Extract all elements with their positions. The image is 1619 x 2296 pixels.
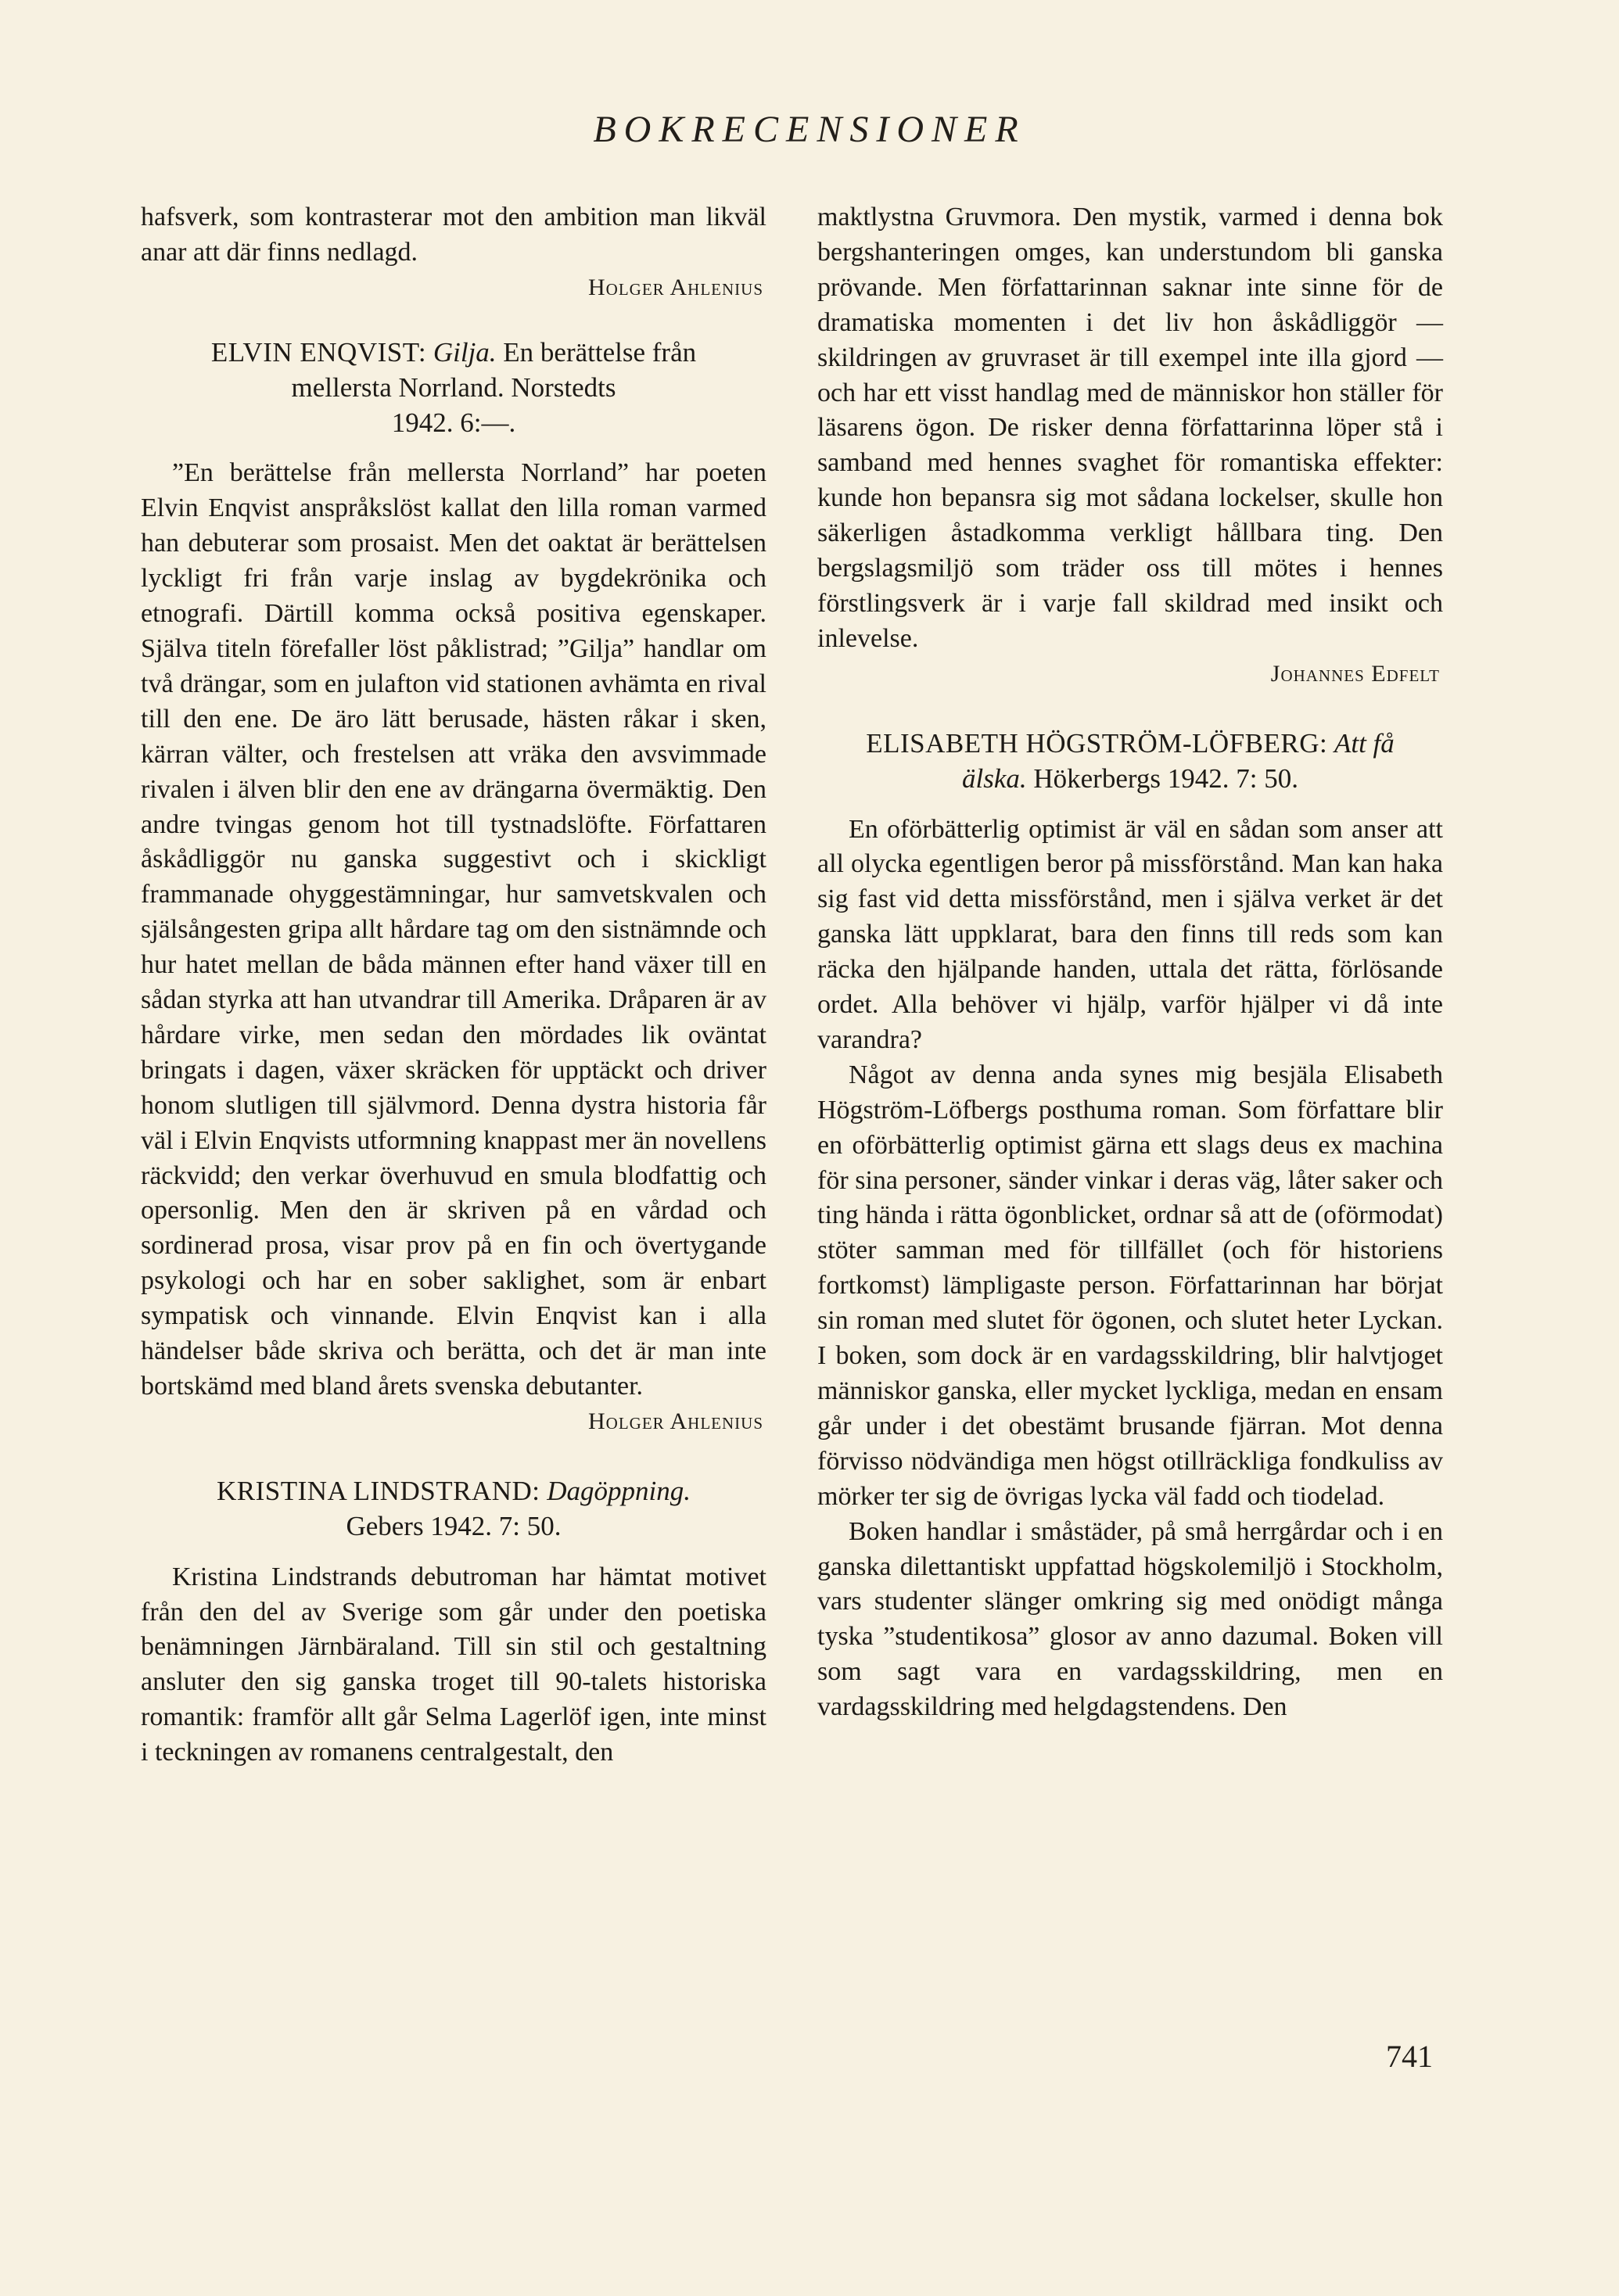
review-title: älska. [961, 762, 1027, 794]
review-heading-hogstrom [817, 726, 1443, 797]
review-signature: Johannes Edfelt [1270, 660, 1440, 687]
review-publication: mellersta Norrland. Norstedts [291, 371, 616, 403]
left-column [141, 200, 766, 1770]
continuation-signature: Holger Ahlenius [588, 274, 763, 300]
review-paragraph-3: Boken handlar i småstäder, på små herrgårdar och i en ganska dilettantiskt uppfattad högskolemiljö i Stockholm, vars studenter slänger omkring sig med onödigt många tyska ”studentikosa” glosor av anno dazumal. Boken vill som sagt vara en vardagsskildring, men en vardagsskildring med helgdagstendens. Den [817, 1516, 1443, 1722]
review-title: Dagöppning. [547, 1475, 691, 1506]
review-heading-lindstrand [141, 1474, 766, 1544]
review-body-lindstrand-continued: maktlystna Gruvmora. Den mystik, varmed i denna bok bergshanteringen omges, kan understundom bli ganska prövande. Men författarinnan saknar inte sinne för de dramatiska momenten i det liv hon åskådliggör — skildringen av gruvraset är till exempel inte illa gjord — och har ett visst handlag med de människor hon ställer för läsarens ögon. De risker denna författarinna löper stå i samband med hennes svaghet för romantiska effekter: kunde hon bepansra sig mot sådana lockelser, skulle hon säkerligen åstadkomma verkligt hållbara ting. Den bergslagsmiljö som träder oss till mötes i hennes förstlingsverk är i varje fall skildrad med insikt och inlevelse. [817, 203, 1443, 653]
review-author: KRISTINA LINDSTRAND: [217, 1475, 540, 1506]
review-author: ELISABETH HÖGSTRÖM-LÖFBERG: [866, 727, 1328, 759]
review-publication: 1942. 6:—. [391, 407, 516, 438]
review-publication: En berättelse från [503, 336, 697, 368]
running-head: BOKRECENSIONER [593, 109, 1026, 150]
review-title: Gilja. [433, 336, 497, 368]
page-number: 741 [1386, 2039, 1433, 2074]
continuation-text: hafsverk, som kontrasterar mot den ambition man likväl anar att där finns nedlagd. [141, 203, 766, 267]
review-paragraph-2: Något av denna anda synes mig besjäla Elisabeth Högström-Löfbergs posthuma roman. Som författare blir en oförbätterlig optimist gärna ett slags deus ex machina för sina personer, sänder vinkar i deras väg, låter saker och ting hända i rätta ögonblicket, ordnar så att de (oförmodat) stöter samman med för tillfället (och för historiens fortkomst) lämpligaste person. Författarinnan har börjat sin roman med slutet för ögonen, och slutet heter Lyckan. I boken, som dock är en vardagsskildring, blir halvtjoget människor ganska, eller mycket lyckliga, medan en ensam går under i det obestämt brusande fjärran. Mot denna förvisso nödvändiga men högst otillräckliga fondkuliss av mörker ter sig de övrigas lycka väl fadd och tiodelad. [817, 1060, 1443, 1511]
review-signature: Holger Ahlenius [588, 1408, 763, 1434]
review-heading-enqvist [141, 335, 766, 441]
review-author: ELVIN ENQVIST: [210, 336, 427, 368]
review-body-enqvist: ”En berättelse från mellersta Norrland” har poeten Elvin Enqvist anspråkslöst kallat den lilla roman varmed han debuterar som prosaist. Men det oaktat är berättelsen lyckligt fri från varje inslag av bygdekrönika och etnografi. Därtill komma också positiva egenskaper. Själva titeln förefaller löst påklistrad; ”Gilja” handlar om två drängar, som en julafton vid stationen avhämta en rival till den ene. De äro lätt berusade, hästen råkar i sken, kärran välter, och frestelsen att vräka den avsvimmade rivalen i älven blir den ene av drängarna övermäktig. Den andre tvingas genom hot till tystnadslöfte. Författaren åskådliggör nu ganska suggestivt och i skickligt frammanade ohyggestämningar, hur samvetskvalen och själsångesten gripa allt hårdare tag om den sistnämnde och hur hatet mellan de båda männen efter hand växer till en sådan styrka att han utvandrar till Amerika. Dråparen är av hårdare virke, men sedan den mördades lik oväntat bringats i dagen, växer skräcken för upptäckt och driver honom slutligen till självmord. Denna dystra historia får väl i Elvin Enqvists utformning knappast mer än novellens räckvidd; den verkar överhuvud en smula blodfattig och opersonlig. Men den är skriven på en vårdad och sordinerad prosa, visar prov på en fin och övertygande psykologi och har en sober saklighet, som är enbart sympatisk och vinnande. Elvin Enqvist kan i alla händelser både skriva och berätta, och det är man inte bortskämd med bland årets svenska debutanter. [141, 458, 766, 1401]
right-column [817, 200, 1443, 1725]
review-publication: Gebers 1942. 7: 50. [346, 1510, 562, 1541]
review-body-lindstrand: Kristina Lindstrands debutroman har hämtat motivet från den del av Sverige som går under den poetiska benämningen Järnbäraland. Till sin stil och gestaltning ansluter den sig ganska troget till 90-talets historiska romantik: framför allt går Selma Lagerlöf igen, inte minst i teckningen av romanens centralgestalt, den [141, 1562, 766, 1767]
review-title: Att få [1334, 727, 1395, 759]
review-publication: Hökerbergs 1942. 7: 50. [1033, 762, 1298, 794]
review-paragraph-1: En oförbätterlig optimist är väl en sådan som anser att all olycka egentligen beror på missförstånd. Man kan haka sig fast vid detta missförstånd, men i själva verket är det ganska lätt uppklarat, bara den finns till reds som kan räcka den hjälpande handen, uttala det rätta, förlösande ordet. Alla behöver vi hjälp, varför hjälper vi då inte varandra? [817, 814, 1443, 1054]
